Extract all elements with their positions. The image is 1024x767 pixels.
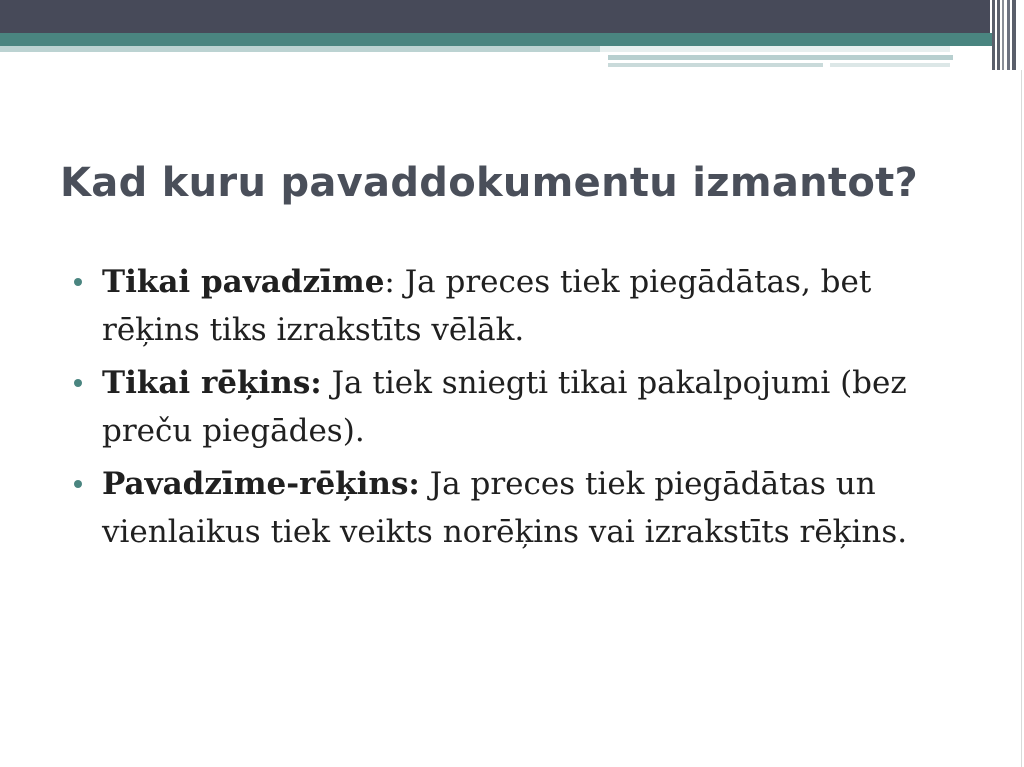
bullet-separator: : [384,264,405,300]
header-bar-light [0,46,600,52]
bullet-text: Ja tiek sniegti tikai pakalpojumi (bez preču piegādes). [102,365,907,449]
bullet-text: Ja preces tiek piegādātas, bet rēķins tiks izrakstīts vēlāk. [102,264,872,348]
header-thin-line [608,55,953,60]
bullet-separator [322,365,332,401]
bullet-icon [74,278,82,286]
bullet-item [72,359,952,455]
slide-title: Kad kuru pavaddokumentu izmantot? [60,160,919,206]
bullet-term: Pavadzīme-rēķins: [102,466,420,502]
header-bar-teal [0,33,1000,46]
bullet-icon [74,480,82,488]
bullet-text: Ja preces tiek piegādātas un vienlaikus tiek veikts norēķins vai izrakstīts rēķins. [102,466,908,550]
header-thin-line [830,63,950,67]
bullet-list [72,258,952,561]
header-bar-light-2 [600,46,950,52]
slide-right-border [1021,70,1022,767]
bullet-item [72,258,952,354]
bullet-term: Tikai pavadzīme [102,264,385,300]
header-thin-line [608,63,823,67]
header-bar-dark [0,0,990,33]
bullet-icon [74,379,82,387]
corner-stripes [992,0,1024,70]
bullet-term: Tikai rēķins: [102,365,322,401]
bullet-item [72,460,952,556]
bullet-separator [420,466,430,502]
